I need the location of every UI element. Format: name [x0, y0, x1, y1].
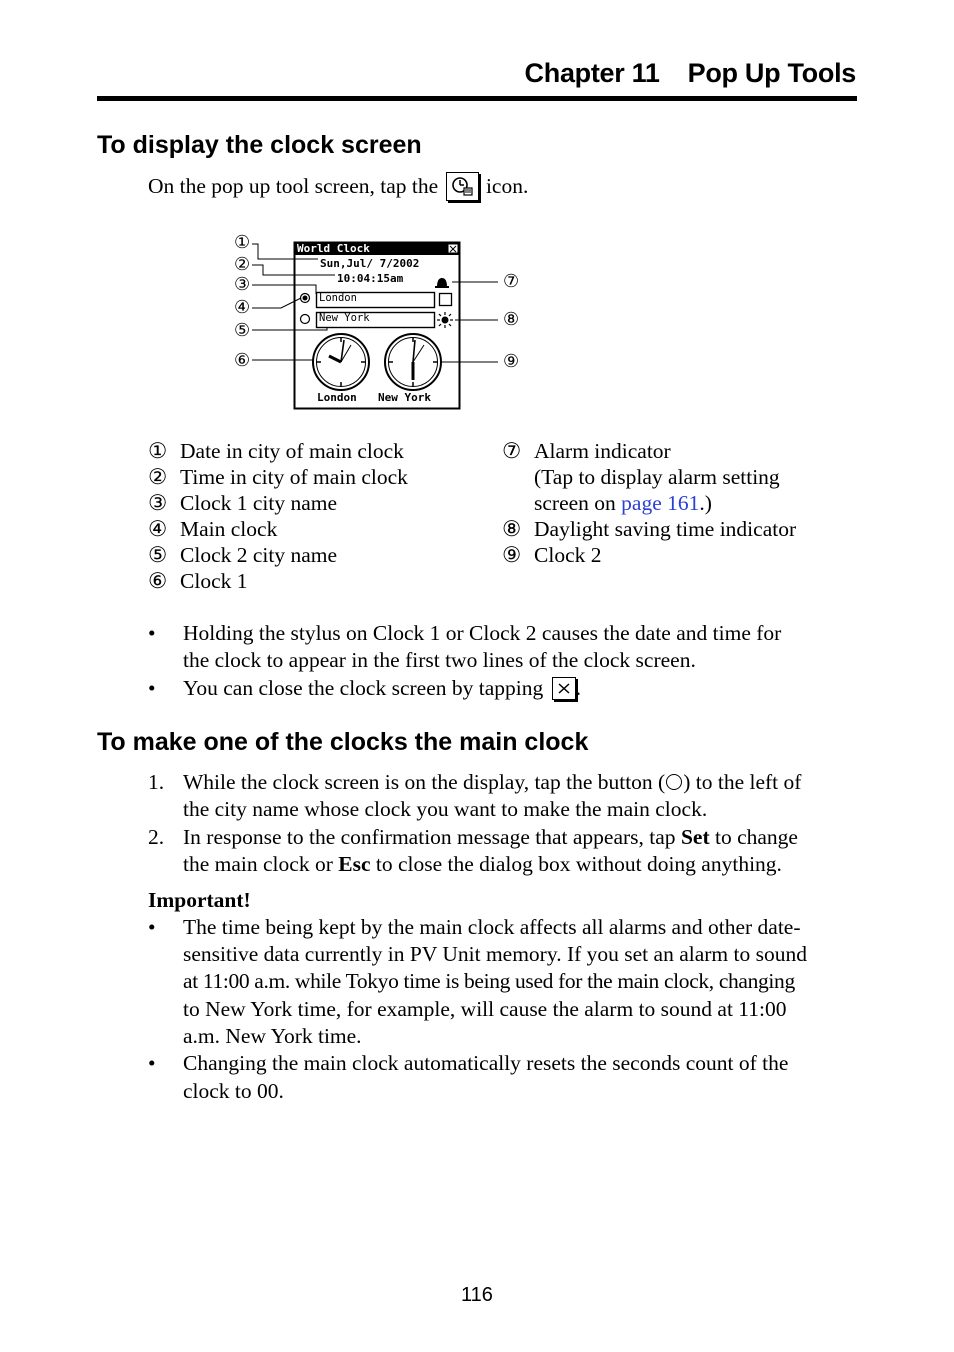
legend-item: [148, 542, 488, 568]
callout-1: ①: [234, 232, 251, 252]
screen-clock1-label: London: [317, 391, 357, 404]
callout-8: ⑧: [503, 309, 520, 329]
legend-item: [148, 464, 488, 490]
step-text: While the clock screen is on the display, tap the button (: [183, 770, 666, 794]
radio-button-icon: [666, 774, 682, 790]
legend-note-end: .): [699, 491, 712, 515]
chapter-title: Pop Up Tools: [687, 58, 856, 88]
screen-city2-field[interactable]: New York: [319, 312, 370, 324]
step-line: [183, 851, 782, 878]
step-text: the main clock or: [183, 852, 339, 876]
callout-9: ⑨: [503, 351, 520, 371]
step-number: 1.: [148, 770, 165, 794]
bullet-line: the clock to appear in the first two lines of the clock screen.: [183, 648, 696, 672]
legend-num: ③: [148, 491, 168, 515]
legend-text: Clock 1 city name: [180, 491, 338, 515]
bullet-line: clock to 00.: [183, 1079, 284, 1103]
chapter-number: Chapter 11: [524, 58, 660, 88]
legend-num: ④: [148, 517, 168, 541]
bullet-line: a.m. New York time.: [183, 1024, 362, 1048]
bullet-line: sensitive data currently in PV Unit memory. If you set an alarm to sound: [183, 942, 807, 966]
close-icon: [552, 677, 576, 700]
chapter-header: [525, 58, 856, 89]
legend-text: Clock 2: [534, 543, 602, 567]
bullet-list-1: [148, 620, 858, 710]
callout-5: ⑤: [234, 320, 251, 340]
legend-text: Clock 2 city name: [180, 543, 338, 567]
screen-clock2-label: New York: [378, 391, 431, 404]
legend-item: [148, 516, 488, 542]
set-keyword: Set: [680, 825, 710, 849]
legend-item-7-note: [502, 464, 862, 490]
bullet-dot: •: [148, 915, 156, 939]
callout-3: ③: [234, 274, 251, 294]
bullet-line: Changing the main clock automatically resets the seconds count of the: [183, 1051, 789, 1075]
step-text: ) to the left of: [683, 770, 802, 794]
legend-num: ⑨: [502, 543, 522, 567]
section-heading-display-clock: To display the clock screen: [97, 131, 422, 159]
callout-4: ④: [234, 297, 251, 317]
legend-text: Date in city of main clock: [180, 439, 404, 463]
clock2-face: [385, 334, 441, 390]
legend-item: [148, 438, 488, 464]
legend-num: ⑧: [502, 517, 522, 541]
legend-item: [148, 568, 488, 594]
legend-item-7-note2: [502, 490, 862, 516]
legend-num: ⑦: [502, 439, 522, 463]
clock-tool-icon: [446, 172, 479, 201]
header-rule: [97, 96, 857, 101]
screen-time: 10:04:15am: [337, 272, 404, 285]
step-text: to close the dialog box without doing anything.: [370, 852, 782, 876]
important-label: Important!: [148, 888, 251, 912]
step-line: [183, 769, 801, 796]
legend-text: Time in city of main clock: [180, 465, 408, 489]
screen-title: World Clock: [297, 242, 370, 255]
legend-num: ⑤: [148, 543, 168, 567]
esc-keyword: Esc: [338, 852, 371, 876]
bullet-line: The time being kept by the main clock affects all alarms and other date-: [183, 915, 801, 939]
section-heading-main-clock: To make one of the clocks the main clock: [97, 728, 589, 756]
legend-left: [148, 438, 488, 594]
legend-num: ①: [148, 439, 168, 463]
legend-text: Daylight saving time indicator: [534, 517, 797, 541]
intro-text: On the pop up tool screen, tap the: [148, 174, 439, 198]
bullet-dot: •: [148, 621, 156, 645]
step-line: the city name whose clock you want to make the main clock.: [183, 797, 708, 821]
legend-item-7: [502, 438, 862, 464]
legend-right: [502, 438, 862, 568]
clock-screen-figure: [225, 232, 535, 412]
step-number: 2.: [148, 825, 165, 849]
bullet-text: You can close the clock screen by tapping: [183, 676, 544, 700]
important-bullets: [148, 914, 858, 1114]
legend-text: Alarm indicator: [534, 439, 671, 463]
step-text: In response to the confirmation message that appears, tap: [183, 825, 681, 849]
legend-note: (Tap to display alarm setting: [534, 465, 780, 489]
bullet-dot: •: [148, 676, 156, 700]
bullet-line: at 11:00 a.m. while Tokyo time is being used for the main clock, changing: [183, 969, 795, 993]
screen-date: Sun,Jul/ 7/2002: [320, 257, 420, 270]
intro-paragraph: [148, 173, 528, 203]
callout-6: ⑥: [234, 350, 251, 370]
legend-text: Main clock: [180, 517, 278, 541]
page-161-link[interactable]: page 161: [621, 491, 700, 515]
intro-text-end: icon.: [485, 174, 529, 198]
legend-item: [148, 490, 488, 516]
page-number: 116: [461, 1284, 493, 1306]
bullet-text-end: .: [575, 676, 581, 700]
clock1-face: [313, 334, 369, 390]
legend-num: ②: [148, 465, 168, 489]
bullet-line: [183, 675, 581, 702]
step-line: [183, 824, 798, 851]
steps-list: [148, 769, 858, 889]
callout-7: ⑦: [503, 271, 520, 291]
legend-item-8: [502, 516, 862, 542]
step-text: to change: [709, 825, 798, 849]
legend-num: ⑥: [148, 569, 168, 593]
bullet-dot: •: [148, 1051, 156, 1075]
bullet-line: to New York time, for example, will cause the alarm to sound at 11:00: [183, 997, 787, 1021]
legend-text: Clock 1: [180, 569, 248, 593]
screen-city1-field[interactable]: London: [319, 292, 357, 304]
legend-item-9: [502, 542, 862, 568]
callout-2: ②: [234, 254, 251, 274]
legend-note: screen on: [534, 491, 622, 515]
bullet-line: Holding the stylus on Clock 1 or Clock 2 causes the date and time for: [183, 621, 782, 645]
